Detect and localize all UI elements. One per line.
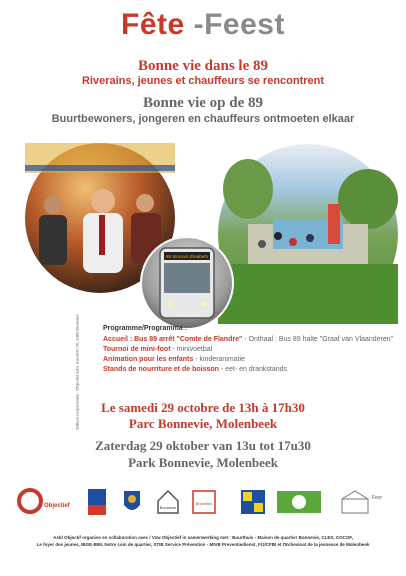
svg-text:Fevr: Fevr bbox=[372, 495, 382, 501]
subtitle-fr: Bonne vie dans le 89 bbox=[137, 58, 269, 74]
bus-front-photo bbox=[140, 236, 234, 330]
fevr-logo bbox=[338, 487, 388, 517]
tagline-fr: Riverains, jeunes et chauffeurs se rencontrent bbox=[81, 75, 325, 87]
footer-line: Asbl Objectif organise en collaboration avec / Vzw Objectief in samenwerking met : Buurthuis - Maison de quartier Bonnevie, CLES, COCOF, bbox=[53, 535, 353, 540]
place-fr: Parc Bonnevie, Molenbeek bbox=[128, 416, 278, 431]
program-item: Accueil : Bus 89 arrêt "Comte de Flandre" - Onthaal : Bus 89 halte "Graaf van Vlaanderen" bbox=[103, 336, 394, 343]
footer-partners bbox=[0, 534, 406, 548]
date-fr: Le samedi 29 octobre de 13h à 17h30 bbox=[101, 400, 305, 415]
subtitle-nl: Bonne vie op de 89 bbox=[142, 95, 263, 111]
publisher-credit-text: Editeur responsable : Objectief asbl, Gaudron 36, 1080 Bruxelles bbox=[74, 314, 80, 430]
objectief-logo bbox=[18, 487, 70, 517]
park-playground-photo bbox=[218, 144, 398, 324]
svg-text:Objectief: Objectief bbox=[44, 503, 70, 509]
page-title bbox=[0, 8, 406, 42]
program-item: Animation pour les enfants - kinderanimatie bbox=[103, 356, 245, 363]
bonnevie-logo bbox=[155, 487, 181, 517]
program-item: Tournoi de mini-foot - minivoetbal bbox=[103, 346, 213, 353]
program-item: Stands de nourriture et de boisson - eet- en drankstands bbox=[103, 366, 287, 373]
title-separator: - bbox=[184, 8, 205, 41]
yellow-crest-logo bbox=[240, 487, 266, 517]
date-nl: Zaterdag 29 oktober van 13u tot 17u30 bbox=[95, 438, 311, 453]
svg-text:Bonnevie: Bonnevie bbox=[159, 505, 177, 510]
bus-sign-text: 89 Simonis Elisabeth bbox=[165, 254, 209, 259]
bruxelles-logo bbox=[191, 487, 217, 517]
title-nl: Feest bbox=[204, 8, 285, 41]
title-fr: Fête bbox=[121, 8, 185, 41]
footer-line: Le foyer des jeunes, IBGE-BIM, Notre coin de quartier, STIB Service Prévention - MIVB Preventiedienst, FIJ/CFBI et l'Echevinat de la jeunesse de Molenbeek bbox=[36, 542, 370, 547]
ibge-logo bbox=[276, 487, 322, 517]
crest-logo bbox=[121, 487, 143, 517]
cocof-logo bbox=[86, 487, 108, 517]
place-nl: Park Bonnevie, Molenbeek bbox=[128, 455, 278, 470]
tagline-nl: Buurtbewoners, jongeren en chauffeurs ontmoeten elkaar bbox=[51, 113, 355, 125]
svg-text:Bruxelles: Bruxelles bbox=[195, 501, 213, 506]
program-heading: Programme/Programma : bbox=[103, 325, 188, 332]
